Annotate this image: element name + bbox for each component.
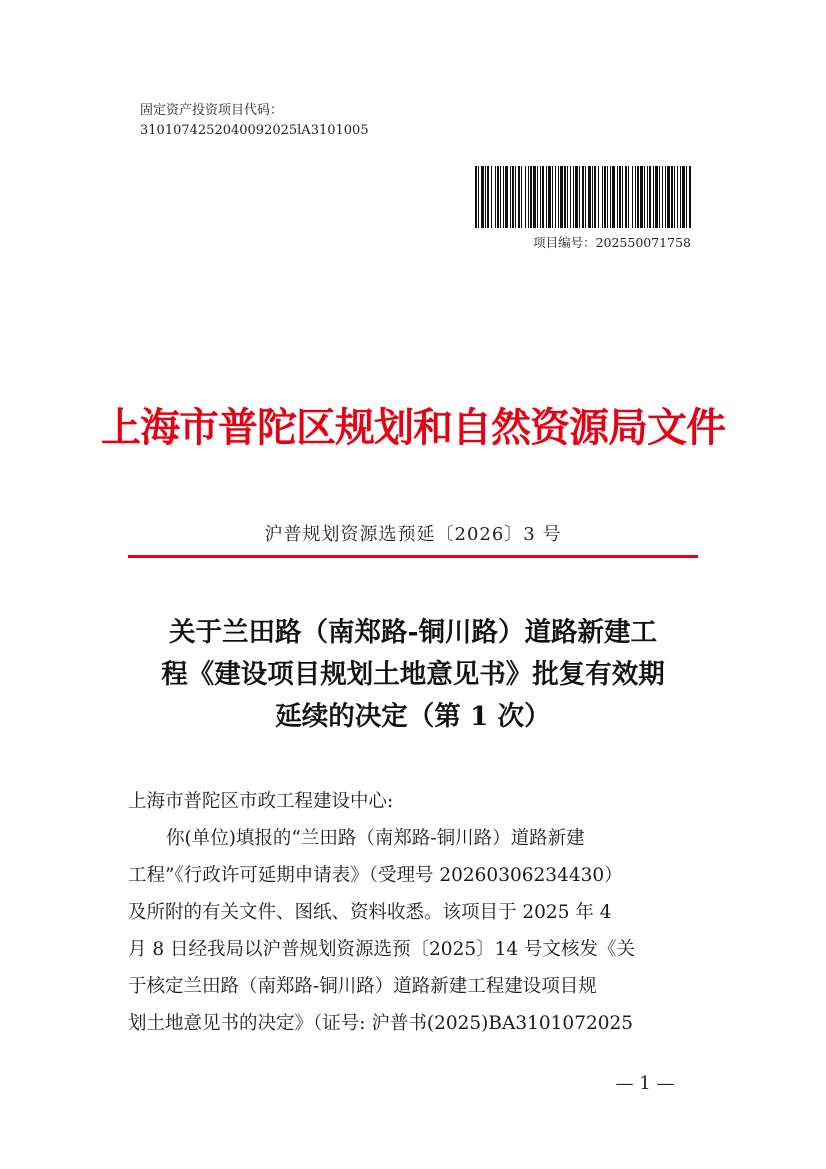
- investment-code-label: 固定资产投资项目代码：: [140, 103, 284, 118]
- body-line: 划土地意见书的决定》（证号: 沪普书(2025)BA3101072025: [128, 1013, 634, 1034]
- page-number: — 1 —: [615, 1073, 675, 1094]
- barcode-icon: [475, 166, 691, 228]
- body-line: 工程”《行政许可延期申请表》（受理号 20260306234430）: [128, 865, 623, 886]
- title-line: 关于兰田路（南郑路-铜川路）道路新建工: [169, 617, 657, 648]
- investment-code-value: 3101074252040092025lA3101005: [140, 123, 369, 138]
- body-line: 于核定兰田路（南郑路-铜川路）道路新建工程建设项目规: [128, 976, 597, 997]
- document-number: 沪普规划资源选预延〔2026〕3 号: [264, 524, 562, 545]
- red-divider: [128, 555, 698, 558]
- title-line: 延续的决定（第 1 次）: [275, 701, 551, 732]
- project-number: 项目编号：202550071758: [533, 235, 691, 250]
- title-line: 程《建设项目规划土地意见书》批复有效期: [161, 659, 665, 690]
- body-line: 月 8 日经我局以沪普规划资源选预〔2025〕14 号文核发《关: [128, 939, 636, 960]
- issuer-title: 上海市普陀区规划和自然资源局文件: [101, 404, 725, 451]
- document-title: [118, 612, 708, 738]
- body-line: 你(单位)填报的“兰田路（南郑路-铜川路）道路新建: [166, 828, 585, 849]
- addressee: 上海市普陀区市政工程建设中心:: [128, 791, 394, 812]
- body-line: 及所附的有关文件、图纸、资料收悉。该项目于 2025 年 4: [128, 902, 612, 923]
- document-body: [128, 783, 708, 1042]
